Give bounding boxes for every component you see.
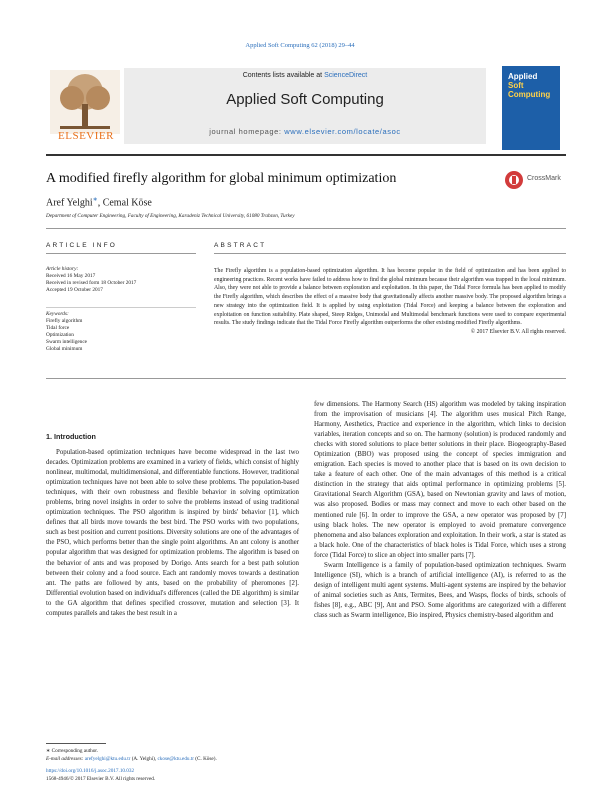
paragraph: few dimensions. The Harmony Search (HS) algorithm was modeled by taking inspiration from the improvisation of musicians [4]. The algorithm uses musical Pitch Range, Harmony, Aesthetics, Practice and experience in the algorithm, which links to decision variables, iteration concepts and so on. The harmony (solution) is produced randomly and checks with stored solutions to place better solutions in their place. Biogeography-Based Optimization (BBO) was proposed using the concept of species immigration and emigration. Each species is moved to another place that is based on its own decision to take a feature of each other. One of the main advantages of this method is a critical distinction in the strategy that aids optimal performance in optimizing problems [5]. Gravitational Search Algorithm (GSA), based on Newtonian gravity and laws of motion, was also proposed. Bodies or mass may connect and move to each other based on the mentioned rule [6]. In order to improve the GSA, a new operator was proposed by [7] using black holes. The new operator is employed to avoid premature convergence phenomena and also balances exploration and exploitation. In their work, a star is stated as a black hole. One of the characteristics of black holes is Tidal Force, which uses a strong force (Tidal Force) to slice an object into smaller parts [7].	[314, 401, 566, 559]
accepted-date: Accepted 19 October 2017	[46, 287, 103, 293]
contents-line	[124, 72, 486, 79]
publisher-name: ELSEVIER	[58, 130, 114, 142]
keyword-item: Firefly algorithm	[46, 318, 83, 324]
abstract-copyright: © 2017 Elsevier B.V. All rights reserved.	[470, 328, 566, 335]
cover-line-2: Soft	[508, 81, 524, 90]
email-link-1[interactable]: arefyelghi@ktu.edu.tr	[84, 756, 131, 762]
footnote-emails	[46, 755, 306, 763]
email-label: E-mail addresses:	[46, 756, 85, 762]
author-2[interactable]: Cemal Köse	[102, 197, 152, 209]
sciencedirect-link[interactable]: ScienceDirect	[324, 72, 368, 79]
article-info-rule	[46, 253, 196, 254]
abstract-body	[214, 267, 566, 337]
journal-homepage	[124, 127, 486, 136]
paragraph: Swarm Intelligence is a family of population-based optimization techniques. Swarm Intelligence (SI), which is a branch of artificial intelligence (AI), is referred to as the design of intelligent multi agent systems. Multi-agent systems are inspired by the behavior of animal societies such as Ants, Termites, Bees, and Wasps, flocks of birds, schools of fishes [8], e.g., ABC [9], Ant and PSO. Some algorithms are categorized with a different class such as Swarm intelligence, Bio inspired, Physics chemistry-based algorithm and	[314, 561, 566, 619]
elsevier-tree-logo	[50, 70, 120, 134]
article-history	[46, 266, 196, 294]
corresponding-author-mark[interactable]: ∗	[92, 197, 98, 203]
crossmark-badge[interactable]	[504, 168, 566, 192]
history-label: Article history:	[46, 266, 79, 272]
revised-date: Received in revised form 18 October 2017	[46, 280, 137, 286]
journal-reference[interactable]: Applied Soft Computing 62 (2018) 29–44	[245, 42, 355, 49]
issn-line: 1568-4946/© 2017 Elsevier B.V. All rights reserved.	[46, 776, 156, 782]
journal-cover	[502, 66, 560, 150]
crossmark-icon	[504, 170, 524, 190]
footnote-corresponding: ∗ Corresponding author.	[46, 748, 99, 754]
body-column-left	[46, 448, 299, 619]
abstract-heading: ABSTRACT	[214, 242, 267, 249]
section-heading-introduction: 1. Introduction	[46, 432, 96, 441]
title-rule	[46, 228, 566, 229]
author-list	[46, 196, 152, 208]
body-column-right	[314, 400, 566, 621]
contents-prefix: Contents lists available at	[242, 72, 325, 79]
keywords	[46, 311, 196, 353]
abstract-text: The Firefly algorithm is a population-based optimization algorithm. It has become popular in the field of optimization and has been applied to engineering practices. Recent works have failed to address how to find the global minimum because their algorithm was trapped in the local minimum. Also, they were not able to provide a balance between exploration and exploitation. In this paper, the Tidal Force formula has been applied to modify the Firefly algorithm, which describes the effect of a massive body that gravitationally affects another massive body. The proposed algorithm brings a new strategy into the optimization field. It is applied by using exploitation (Tidal Force) and keeping a balance between the exploration and exploitation on function suitability. Plate shaped, Steep Ridges, Unimodal and Multimodal benchmark functions were used to compare experimental results. The study findings indicate that the Tidal Force Firefly algorithm outperforms the other existing modified Firefly algorithms.	[214, 268, 566, 327]
email-link-2[interactable]: ckose@ktu.edu.tr	[157, 756, 194, 762]
keywords-label: Keywords:	[46, 311, 69, 317]
author-1[interactable]: Aref Yelghi	[46, 197, 93, 209]
journal-title: Applied Soft Computing	[226, 91, 384, 108]
crossmark-label: CrossMark	[527, 175, 561, 182]
homepage-link[interactable]: www.elsevier.com/locate/asoc	[284, 127, 401, 136]
header-rule	[46, 154, 566, 156]
email-name-1: (A. Yelghi),	[130, 756, 158, 762]
keyword-item: Global minimum	[46, 346, 83, 352]
info-divider	[46, 307, 196, 308]
keyword-item: Tidal force	[46, 325, 70, 331]
paragraph: Population-based optimization techniques have become widespread in the last two decades. Optimization problems are examined in a variety of fields, which consist of highly nonlinear, multimodal, multidimensional, and differentiable functions. However, traditional optimization techniques have not been able to solve these problems. The population-based techniques, with their own robustness and flexible behavior in solving optimization problems, bring novel insights in order to solve the problems instead of using traditional optimization techniques. The PSO algorithm is inspired by birds' behavior [1], which defines that all birds move towards the best bird. The PSO works with two populations, such as best position and current positions. Diversity solutions are one of the advantages of the PSO, which performs better than the single point algorithms. An ant colony is another popular algorithm that was designed for optimization problems. The algorithm is based on the behavior of ants and was proposed by Dorigo. Ants search for a best path solution between their colony and a food source. Each ant randomly moves towards a destination ant. The paths are followed by ants, based on the probability of pheromones [2]. Differential evolution based on individual's differences (called the DE algorithm) is similar to the GA algorithm that defines specified crossover, mutation and selection [3]. It computes parallels and takes the best result in a	[46, 449, 299, 617]
article-title: A modified firefly algorithm for global minimum optimization	[46, 171, 397, 186]
received-date: Received 16 May 2017	[46, 273, 96, 279]
keyword-item: Swarm intelligence	[46, 339, 88, 345]
author-separator: ,	[97, 197, 103, 209]
cover-line-1: Applied	[508, 72, 538, 81]
footnote-rule	[46, 743, 106, 744]
affiliation: Department of Computer Engineering, Faculty of Engineering, Karadeniz Technical University, 61080 Trabzon, Turkey	[46, 213, 295, 219]
email-name-2: (C. Köse).	[193, 756, 217, 762]
abstract-rule	[214, 253, 566, 254]
keyword-item: Optimization	[46, 332, 74, 338]
abstract-bottom-rule	[46, 378, 566, 379]
cover-line-3: Computing	[508, 90, 551, 99]
doi-link[interactable]: https://doi.org/10.1016/j.asoc.2017.10.032	[46, 768, 135, 774]
article-info-heading: ARTICLE INFO	[46, 242, 118, 249]
homepage-prefix: journal homepage:	[209, 127, 285, 136]
